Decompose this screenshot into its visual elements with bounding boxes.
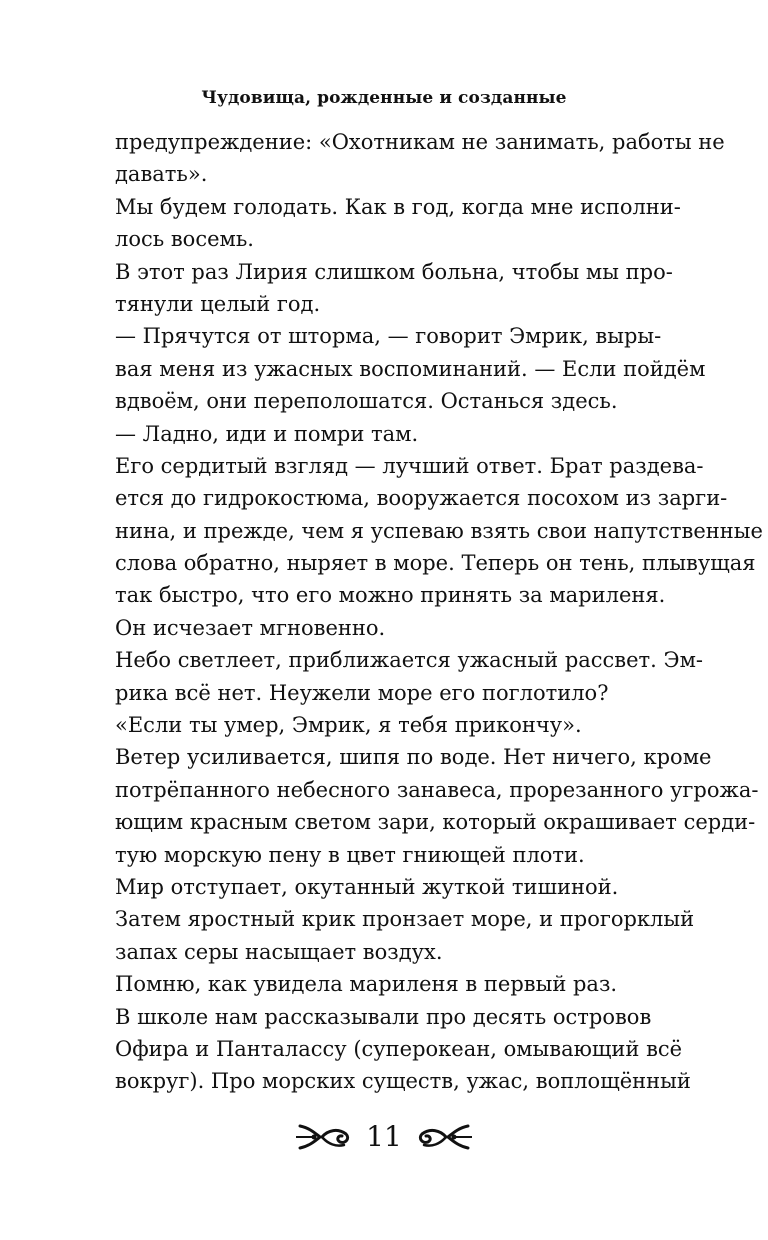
text-line: Помню, как увидела мариленя в первый раз. [115, 972, 618, 997]
text-line: ющим красным светом зари, который окрашивает серди- [115, 810, 756, 835]
text-line: потрёпанного небесного занавеса, прорезанного угрожа- [115, 777, 759, 802]
text-line: Ветер усиливается, шипя по воде. Нет ничего, кроме [115, 745, 712, 770]
text-line: вокруг). Про морских существ, ужас, воплощённый [115, 1069, 691, 1094]
running-title: Чудовища, рожденные и созданные [201, 88, 567, 108]
page-footer [0, 1112, 768, 1162]
text-line: — Ладно, иди и помри там. [115, 421, 419, 446]
text-line: — Прячутся от шторма, — говорит Эмрик, выры- [115, 324, 662, 349]
text-line: запах серы насыщает воздух. [115, 939, 443, 964]
text-line: лось восемь. [115, 227, 254, 252]
text-line: Мы будем голодать. Как в год, когда мне исполни- [115, 194, 681, 219]
page-body-text [115, 126, 763, 1098]
text-line: рика всё нет. Неужели море его поглотило? [115, 680, 609, 705]
text-line: нина, и прежде, чем я успеваю взять свои напутственные [115, 518, 763, 543]
fleuron-left-icon [294, 1120, 352, 1154]
text-line: В этот раз Лирия слишком больна, чтобы мы про- [115, 259, 673, 284]
text-line: Его сердитый взгляд — лучший ответ. Брат раздева- [115, 453, 704, 478]
text-line: давать». [115, 162, 208, 187]
text-line: Затем яростный крик пронзает море, и прогорклый [115, 907, 695, 932]
text-line: вая меня из ужасных воспоминаний. — Если пойдём [115, 356, 706, 381]
text-line: Офира и Панталассу (суперокеан, омывающий всё [115, 1036, 683, 1061]
fleuron-right-icon [416, 1120, 474, 1154]
page-number: 11 [366, 1120, 402, 1153]
text-line: «Если ты умер, Эмрик, я тебя прикончу». [115, 713, 582, 738]
text-line: Небо светлеет, приближается ужасный рассвет. Эм- [115, 648, 704, 673]
text-line: слова обратно, ныряет в море. Теперь он тень, плывущая [115, 551, 756, 576]
text-line: вдвоём, они переполошатся. Останься здесь. [115, 389, 618, 414]
text-line: тянули целый год. [115, 291, 321, 316]
text-line: Он исчезает мгновенно. [115, 615, 386, 640]
text-line: так быстро, что его можно принять за мариленя. [115, 583, 666, 608]
text-line: В школе нам рассказывали про десять островов [115, 1004, 652, 1029]
text-line: ется до гидрокостюма, вооружается посохом из зарги- [115, 486, 728, 511]
text-line: Мир отступает, окутанный жуткой тишиной. [115, 874, 619, 899]
text-line: предупреждение: «Охотникам не занимать, работы не [115, 130, 725, 154]
text-line: тую морскую пену в цвет гниющей плоти. [115, 842, 585, 867]
